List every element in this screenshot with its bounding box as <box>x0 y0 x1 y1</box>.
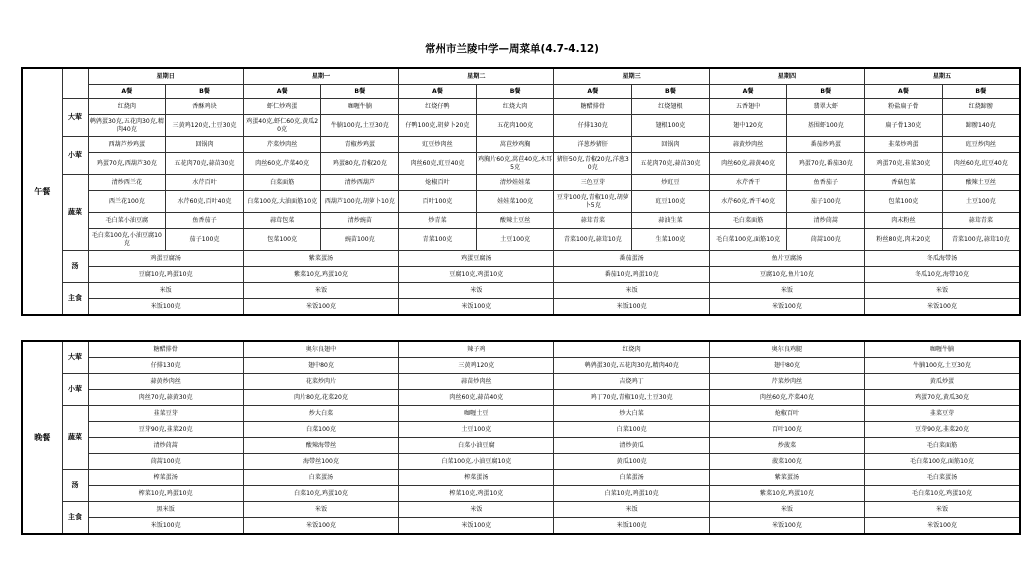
dish-spec: 肉丝60克,蒜苗40克 <box>399 390 554 406</box>
set-a-header: A餐 <box>865 85 943 99</box>
dish-spec: 肉丝60克,豇豆40克 <box>399 153 477 175</box>
dish-spec: 茼蒿100克 <box>787 229 865 251</box>
dish-spec: 白菜100克,大油面筋10克 <box>243 191 321 213</box>
dish-name: 红烧大肉 <box>476 99 554 115</box>
dish-name: 花菜炒肉片 <box>243 374 398 390</box>
set-a-header: A餐 <box>554 85 632 99</box>
dish-spec: 榨菜10克,鸡蛋10克 <box>399 486 554 502</box>
dish-name: 蒜茸青菜 <box>554 213 632 229</box>
dish-spec: 肉丝60克,芹菜40克 <box>243 153 321 175</box>
dish-name: 咖喱牛腩 <box>865 341 1020 358</box>
day-header: 星期日 <box>88 68 243 85</box>
dish-name: 米饭 <box>88 283 243 299</box>
dish-name: 咖喱土豆 <box>399 406 554 422</box>
dish-spec: 豆芽90克,韭菜20克 <box>865 422 1020 438</box>
dish-spec: 翅根100克 <box>632 115 710 137</box>
dish-spec: 肉片80克,花菜20克 <box>243 390 398 406</box>
dish-spec: 西兰花100克 <box>88 191 166 213</box>
dish-name: 米饭 <box>865 283 1020 299</box>
dish-spec: 仔排130克 <box>554 115 632 137</box>
dish-name: 蒜茸包菜 <box>243 213 321 229</box>
dish-name: 白菜面筋 <box>243 175 321 191</box>
dish-name: 豇豆炒肉丝 <box>942 137 1020 153</box>
dish-spec: 白菜100克 <box>554 422 709 438</box>
dish-spec: 青菜100克,蒜茸10克 <box>554 229 632 251</box>
dish-name: 炒青菜 <box>399 213 477 229</box>
dish-name: 洋葱炒猪肝 <box>554 137 632 153</box>
dish-name: 莴苣炒鸡胸 <box>476 137 554 153</box>
dish-name: 三色豆芽 <box>554 175 632 191</box>
category-label: 小荤 <box>62 137 88 175</box>
dish-name: 香菇包菜 <box>865 175 943 191</box>
dish-name: 肉末粉丝 <box>865 213 943 229</box>
dish-spec: 鹌鹑蛋30克,五花肉30克,精肉40克 <box>554 358 709 374</box>
dish-spec: 茄子100克 <box>787 191 865 213</box>
dish-spec: 豌苗100克 <box>321 229 399 251</box>
day-header: 星期三 <box>554 68 709 85</box>
dish-name: 榨菜蛋汤 <box>88 470 243 486</box>
dish-name: 红烧肉 <box>554 341 709 358</box>
set-a-header: A餐 <box>243 85 321 99</box>
dish-name: 鸡蛋豆腐汤 <box>88 251 243 267</box>
dish-name: 芹菜炒肉丝 <box>243 137 321 153</box>
dish-spec: 娃娃菜100克 <box>476 191 554 213</box>
dish-name: 奥尔良翅中 <box>243 341 398 358</box>
dish-name: 炒大白菜 <box>243 406 398 422</box>
dish-spec: 土豆100克 <box>399 422 554 438</box>
dish-name: 清炒西兰花 <box>88 175 166 191</box>
dish-name: 毛白菜小油豆腐 <box>88 213 166 229</box>
dish-spec: 百叶100克 <box>399 191 477 213</box>
dish-spec: 米饭100克 <box>554 518 709 535</box>
header-blank <box>62 68 88 99</box>
dish-spec: 米饭100克 <box>88 299 243 316</box>
dish-name: 韭菜豆芽 <box>88 406 243 422</box>
dish-name: 红烧仔鸭 <box>399 99 477 115</box>
dish-name: 紫菜蛋汤 <box>243 251 398 267</box>
dish-spec: 米饭100克 <box>88 518 243 535</box>
meal-label: 晚餐 <box>22 341 62 534</box>
set-a-header: A餐 <box>399 85 477 99</box>
dish-spec: 榨菜10克,鸡蛋10克 <box>88 486 243 502</box>
day-header: 星期一 <box>243 68 398 85</box>
dish-spec: 青菜100克 <box>399 229 477 251</box>
dish-spec: 西葫芦100克,胡萝卜10克 <box>321 191 399 213</box>
dish-name: 虾仁炒鸡蛋 <box>243 99 321 115</box>
set-b-header: B餐 <box>787 85 865 99</box>
dish-name: 炒菠菜 <box>709 438 864 454</box>
dish-name: 榨菜蛋汤 <box>399 470 554 486</box>
dish-name: 番茄炒鸡蛋 <box>787 137 865 153</box>
dish-spec: 鸡蛋70克,黄瓜30克 <box>865 390 1020 406</box>
dish-spec: 生菜100克 <box>632 229 710 251</box>
dish-spec: 仔鸭100克,胡萝卜20克 <box>399 115 477 137</box>
category-label: 蔬菜 <box>62 406 88 470</box>
dish-name: 鸡蛋豆腐汤 <box>399 251 554 267</box>
dish-name: 韭菜炒鸡蛋 <box>865 137 943 153</box>
dish-name: 清炒西葫芦 <box>321 175 399 191</box>
dish-name: 鱼香茄子 <box>166 213 244 229</box>
dish-spec: 毛白菜100克,小油豆腐10克 <box>88 229 166 251</box>
dish-name: 白菜小油豆腐 <box>399 438 554 454</box>
dish-name: 糖醋排骨 <box>554 99 632 115</box>
dish-spec: 冬瓜10克,海带10克 <box>865 267 1020 283</box>
dish-name: 白菜蛋汤 <box>243 470 398 486</box>
dish-name: 奥尔良鸡腿 <box>709 341 864 358</box>
dish-name: 吉烧鸡丁 <box>554 374 709 390</box>
dish-spec: 白菜100克,小油豆腐10克 <box>399 454 554 470</box>
dish-name: 黄瓜炒蛋 <box>865 374 1020 390</box>
dish-name: 酸辣土豆丝 <box>476 213 554 229</box>
dish-spec: 番茄10克,鸡蛋10克 <box>554 267 709 283</box>
dish-name: 炝椒百叶 <box>709 406 864 422</box>
dish-name: 香酥鸡块 <box>166 99 244 115</box>
set-b-header: B餐 <box>476 85 554 99</box>
meal-label: 午餐 <box>22 68 62 315</box>
dish-name: 酸辣土豆丝 <box>942 175 1020 191</box>
dish-spec: 豆腐10克,鸡蛋10克 <box>399 267 554 283</box>
dish-spec: 五花肉100克 <box>476 115 554 137</box>
dish-name: 炒大白菜 <box>554 406 709 422</box>
dish-spec: 翅中80克 <box>709 358 864 374</box>
category-label: 汤 <box>62 470 88 502</box>
dish-name: 冬瓜海带汤 <box>865 251 1020 267</box>
category-label: 大荤 <box>62 99 88 137</box>
dish-name: 米饭 <box>709 283 864 299</box>
dish-name: 红烧蹄髈 <box>942 99 1020 115</box>
dish-spec: 鹌鹑蛋30克,五花肉30克,精肉40克 <box>88 115 166 137</box>
category-label: 汤 <box>62 251 88 283</box>
dish-spec: 豇豆100克 <box>632 191 710 213</box>
dish-name: 毛白菜面筋 <box>709 213 787 229</box>
dish-spec: 米饭100克 <box>399 518 554 535</box>
dish-spec: 土豆100克 <box>942 191 1020 213</box>
dish-spec: 仔排130克 <box>88 358 243 374</box>
dish-name: 青椒炒鸡蛋 <box>321 137 399 153</box>
dish-name: 粉盐扁子骨 <box>865 99 943 115</box>
dish-spec: 蹄髈140克 <box>942 115 1020 137</box>
dish-spec: 肉丝60克,豇豆40克 <box>942 153 1020 175</box>
set-a-header: A餐 <box>88 85 166 99</box>
dish-name: 清炒黄瓜 <box>554 438 709 454</box>
dish-name: 回锅肉 <box>166 137 244 153</box>
dish-spec: 青菜100克,蒜茸10克 <box>942 229 1020 251</box>
set-b-header: B餐 <box>632 85 710 99</box>
dish-spec: 基围虾100克 <box>787 115 865 137</box>
dish-spec: 鸡蛋80克,青椒20克 <box>321 153 399 175</box>
dish-name: 翡翠大虾 <box>787 99 865 115</box>
dish-name: 豇豆炒肉丝 <box>399 137 477 153</box>
dish-spec: 翅中80克 <box>243 358 398 374</box>
dish-spec: 土豆100克 <box>476 229 554 251</box>
dish-spec: 水芹60克,香干40克 <box>709 191 787 213</box>
dish-name: 西葫芦炒鸡蛋 <box>88 137 166 153</box>
category-label: 蔬菜 <box>62 175 88 251</box>
day-header: 星期四 <box>709 68 864 85</box>
dish-spec: 白菜10克,鸡蛋10克 <box>554 486 709 502</box>
dish-name: 辣子鸡 <box>399 341 554 358</box>
dish-name: 蒜油生菜 <box>632 213 710 229</box>
dish-spec: 包菜100克 <box>243 229 321 251</box>
dish-spec: 五花肉70克,蒜苗30克 <box>632 153 710 175</box>
dish-spec: 五花肉70克,蒜苗30克 <box>166 153 244 175</box>
dish-name: 鱼片豆腐汤 <box>709 251 864 267</box>
dish-name: 咖喱牛腩 <box>321 99 399 115</box>
dish-spec: 毛白菜100克,面筋10克 <box>865 454 1020 470</box>
dish-spec: 鸡蛋70克,西葫芦30克 <box>88 153 166 175</box>
set-b-header: B餐 <box>942 85 1020 99</box>
page-title: 常州市兰陵中学—周菜单(4.7-4.12) <box>425 43 599 55</box>
dish-name: 清炒茼蒿 <box>88 438 243 454</box>
dish-spec: 米饭100克 <box>399 299 554 316</box>
dish-name: 番茄蛋汤 <box>554 251 709 267</box>
dish-name: 鱼香茄子 <box>787 175 865 191</box>
lunch-menu-table <box>21 67 1021 316</box>
dish-name: 米饭 <box>243 502 398 518</box>
dish-spec: 米饭100克 <box>865 299 1020 316</box>
dish-spec: 豆芽100克,青椒10克,胡萝卜5克 <box>554 191 632 213</box>
dish-spec: 三黄鸡120克,土豆30克 <box>166 115 244 137</box>
dish-spec: 水芹60克,百叶40克 <box>166 191 244 213</box>
dish-spec: 米饭100克 <box>865 518 1020 535</box>
dish-spec: 海带丝100克 <box>243 454 398 470</box>
dish-name: 蒜茸青菜 <box>942 213 1020 229</box>
dish-spec: 毛白菜10克,鸡蛋10克 <box>865 486 1020 502</box>
category-label: 主食 <box>62 283 88 316</box>
dish-name: 清炒豌苗 <box>321 213 399 229</box>
dish-name: 米饭 <box>554 283 709 299</box>
dish-name: 红烧肉 <box>88 99 166 115</box>
dish-spec: 三黄鸡120克 <box>399 358 554 374</box>
dish-name: 糖醋排骨 <box>88 341 243 358</box>
dish-name: 芹菜炒肉丝 <box>709 374 864 390</box>
dish-name: 白菜蛋汤 <box>554 470 709 486</box>
dish-spec: 米饭100克 <box>709 518 864 535</box>
dish-spec: 紫菜10克,鸡蛋10克 <box>243 267 398 283</box>
dish-spec: 米饭100克 <box>554 299 709 316</box>
dish-spec: 粉丝80克,肉末20克 <box>865 229 943 251</box>
set-b-header: B餐 <box>166 85 244 99</box>
dish-spec: 扁子骨130克 <box>865 115 943 137</box>
dish-name: 清炒娃娃菜 <box>476 175 554 191</box>
dish-name: 炝椒百叶 <box>399 175 477 191</box>
dish-spec: 包菜100克 <box>865 191 943 213</box>
dish-spec: 鸡蛋70克,番茄30克 <box>787 153 865 175</box>
dish-spec: 米饭100克 <box>709 299 864 316</box>
dish-name: 蒜黄炒肉丝 <box>709 137 787 153</box>
day-header: 星期五 <box>865 68 1020 85</box>
dish-name: 毛白菜面筋 <box>865 438 1020 454</box>
dish-name: 紫菜蛋汤 <box>709 470 864 486</box>
dish-name: 蒜黄炒肉丝 <box>88 374 243 390</box>
dish-spec: 牛腩100克,土豆30克 <box>321 115 399 137</box>
dish-spec: 鸡胸片60克,莴苣40克,木耳5克 <box>476 153 554 175</box>
category-label: 大荤 <box>62 341 88 374</box>
dish-name: 水芹香干 <box>709 175 787 191</box>
dish-name: 回锅肉 <box>632 137 710 153</box>
dish-spec: 鸡蛋70克,韭菜30克 <box>865 153 943 175</box>
dish-name: 米饭 <box>243 283 398 299</box>
dish-name: 韭菜豆芽 <box>865 406 1020 422</box>
dish-name: 红烧翅根 <box>632 99 710 115</box>
dish-name: 米饭 <box>399 283 554 299</box>
dish-name: 清炒茼蒿 <box>787 213 865 229</box>
dish-spec: 牛腩100克,土豆30克 <box>865 358 1020 374</box>
dish-spec: 紫菜10克,鸡蛋10克 <box>709 486 864 502</box>
category-label: 主食 <box>62 502 88 535</box>
dish-spec: 翅中120克 <box>709 115 787 137</box>
dish-spec: 米饭100克 <box>243 518 398 535</box>
dish-name: 蒜苗炒肉丝 <box>399 374 554 390</box>
dish-name: 黑米饭 <box>88 502 243 518</box>
dish-name: 水芹百叶 <box>166 175 244 191</box>
dish-spec: 豆芽90克,韭菜20克 <box>88 422 243 438</box>
dish-spec: 肉丝70克,蒜黄30克 <box>88 390 243 406</box>
dish-spec: 白菜10克,鸡蛋10克 <box>243 486 398 502</box>
dish-spec: 茼蒿100克 <box>88 454 243 470</box>
dish-spec: 猪肝50克,青椒20克,洋葱30克 <box>554 153 632 175</box>
day-header: 星期二 <box>399 68 554 85</box>
set-a-header: A餐 <box>709 85 787 99</box>
dish-name: 米饭 <box>709 502 864 518</box>
dish-name: 五香翅中 <box>709 99 787 115</box>
dish-name: 米饭 <box>865 502 1020 518</box>
dish-spec: 肉丝60克,蒜黄40克 <box>709 153 787 175</box>
dish-spec: 豆腐10克,鸡蛋10克 <box>88 267 243 283</box>
dish-spec: 肉丝60克,芹菜40克 <box>709 390 864 406</box>
dish-spec: 米饭100克 <box>243 299 398 316</box>
dish-spec: 毛白菜100克,面筋10克 <box>709 229 787 251</box>
dish-spec: 百叶100克 <box>709 422 864 438</box>
dish-spec: 菠菜100克 <box>709 454 864 470</box>
set-b-header: B餐 <box>321 85 399 99</box>
dish-spec: 白菜100克 <box>243 422 398 438</box>
dish-name: 米饭 <box>399 502 554 518</box>
dish-name: 米饭 <box>554 502 709 518</box>
dish-spec: 鸡丁70克,青椒10克,土豆30克 <box>554 390 709 406</box>
dish-spec: 茄子100克 <box>166 229 244 251</box>
dish-name: 炒豇豆 <box>632 175 710 191</box>
dish-spec: 豆腐10克,鱼片10克 <box>709 267 864 283</box>
dish-name: 毛白菜蛋汤 <box>865 470 1020 486</box>
dish-spec: 黄瓜100克 <box>554 454 709 470</box>
dish-spec: 鸡蛋40克,虾仁60克,黄瓜20克 <box>243 115 321 137</box>
category-label: 小荤 <box>62 374 88 406</box>
dish-name: 酸辣海带丝 <box>243 438 398 454</box>
dinner-menu-table <box>21 340 1021 535</box>
